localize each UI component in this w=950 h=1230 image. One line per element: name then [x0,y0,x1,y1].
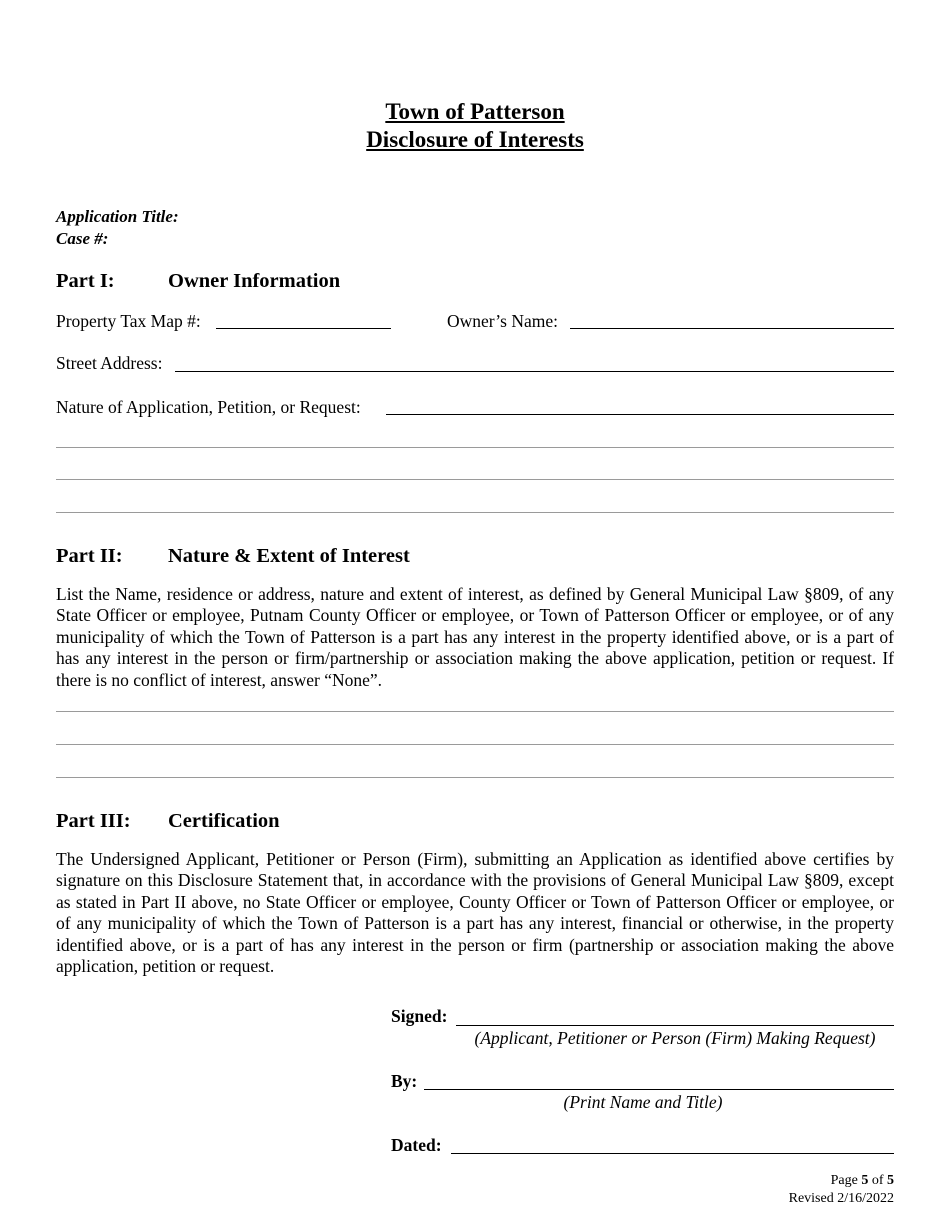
street-address-label: Street Address: [56,353,163,373]
interest-answer-line[interactable] [56,777,894,778]
owner-name-field[interactable] [570,328,894,329]
nature-continuation-line[interactable] [56,479,894,480]
document-title-line1: Town of Patterson [385,99,565,124]
part1-number: Part I: [56,270,115,292]
street-address-field[interactable] [175,371,894,372]
case-number-label: Case #: [56,229,109,248]
part2-instructions: List the Name, residence or address, nature and extent of interest, as defined by General Municipal Law §809, of any State Officer or employee, Putnam County Officer or employee, or Town of Patterson Officer or employee, or of any municipality of which the Town of Patterson is a part has any interest in the property identified above, or is a part of has any interest in the person or firm/partnership or association making the above application, petition or request. If there is no conflict of interest, answer “None”. [56,584,894,690]
part3-heading [56,810,280,833]
signed-label: Signed: [391,1006,448,1026]
certification-text: The Undersigned Applicant, Petitioner or Person (Firm), submitting an Application as identified above certifies by signature on this Disclosure Statement that, in accordance with the provisions of General Municipal Law §809, except as stated in Part II above, no State Officer or employee, County Officer or Town of Patterson Officer or employee, or of any municipality of which the Town of Patterson is a part has any interest, financial or otherwise, in the property identified above, or is a part of has any interest in the person or firm (partnership or association making the above application, petition or request. [56,849,894,977]
page-footer [789,1172,894,1208]
dated-field[interactable] [451,1153,894,1154]
nature-continuation-line[interactable] [56,512,894,513]
part3-number: Part III: [56,810,131,832]
interest-answer-line[interactable] [56,711,894,712]
nature-continuation-line[interactable] [56,447,894,448]
nature-field[interactable] [386,414,894,415]
part1-title: Owner Information [168,270,341,292]
dated-label: Dated: [391,1135,442,1155]
by-field[interactable] [424,1089,894,1090]
by-label: By: [391,1071,418,1091]
document-title-line2: Disclosure of Interests [366,127,584,152]
nature-label: Nature of Application, Petition, or Request: [56,397,361,417]
page-number: Page 5 of 5 [830,1173,894,1188]
tax-map-field[interactable] [216,328,391,329]
part2-title: Nature & Extent of Interest [168,545,410,567]
owner-name-label: Owner’s Name: [447,311,558,331]
signed-caption: (Applicant, Petitioner or Person (Firm) Making Request) [474,1028,876,1048]
revision-date: Revised 2/16/2022 [788,1191,894,1206]
application-title-label: Application Title: [56,207,179,226]
tax-map-label: Property Tax Map #: [56,311,201,331]
interest-answer-line[interactable] [56,744,894,745]
by-caption: (Print Name and Title) [563,1092,723,1112]
part2-heading [56,545,410,568]
part1-heading [56,270,340,293]
signed-field[interactable] [456,1025,894,1026]
part3-title: Certification [168,810,280,832]
part2-number: Part II: [56,545,123,567]
